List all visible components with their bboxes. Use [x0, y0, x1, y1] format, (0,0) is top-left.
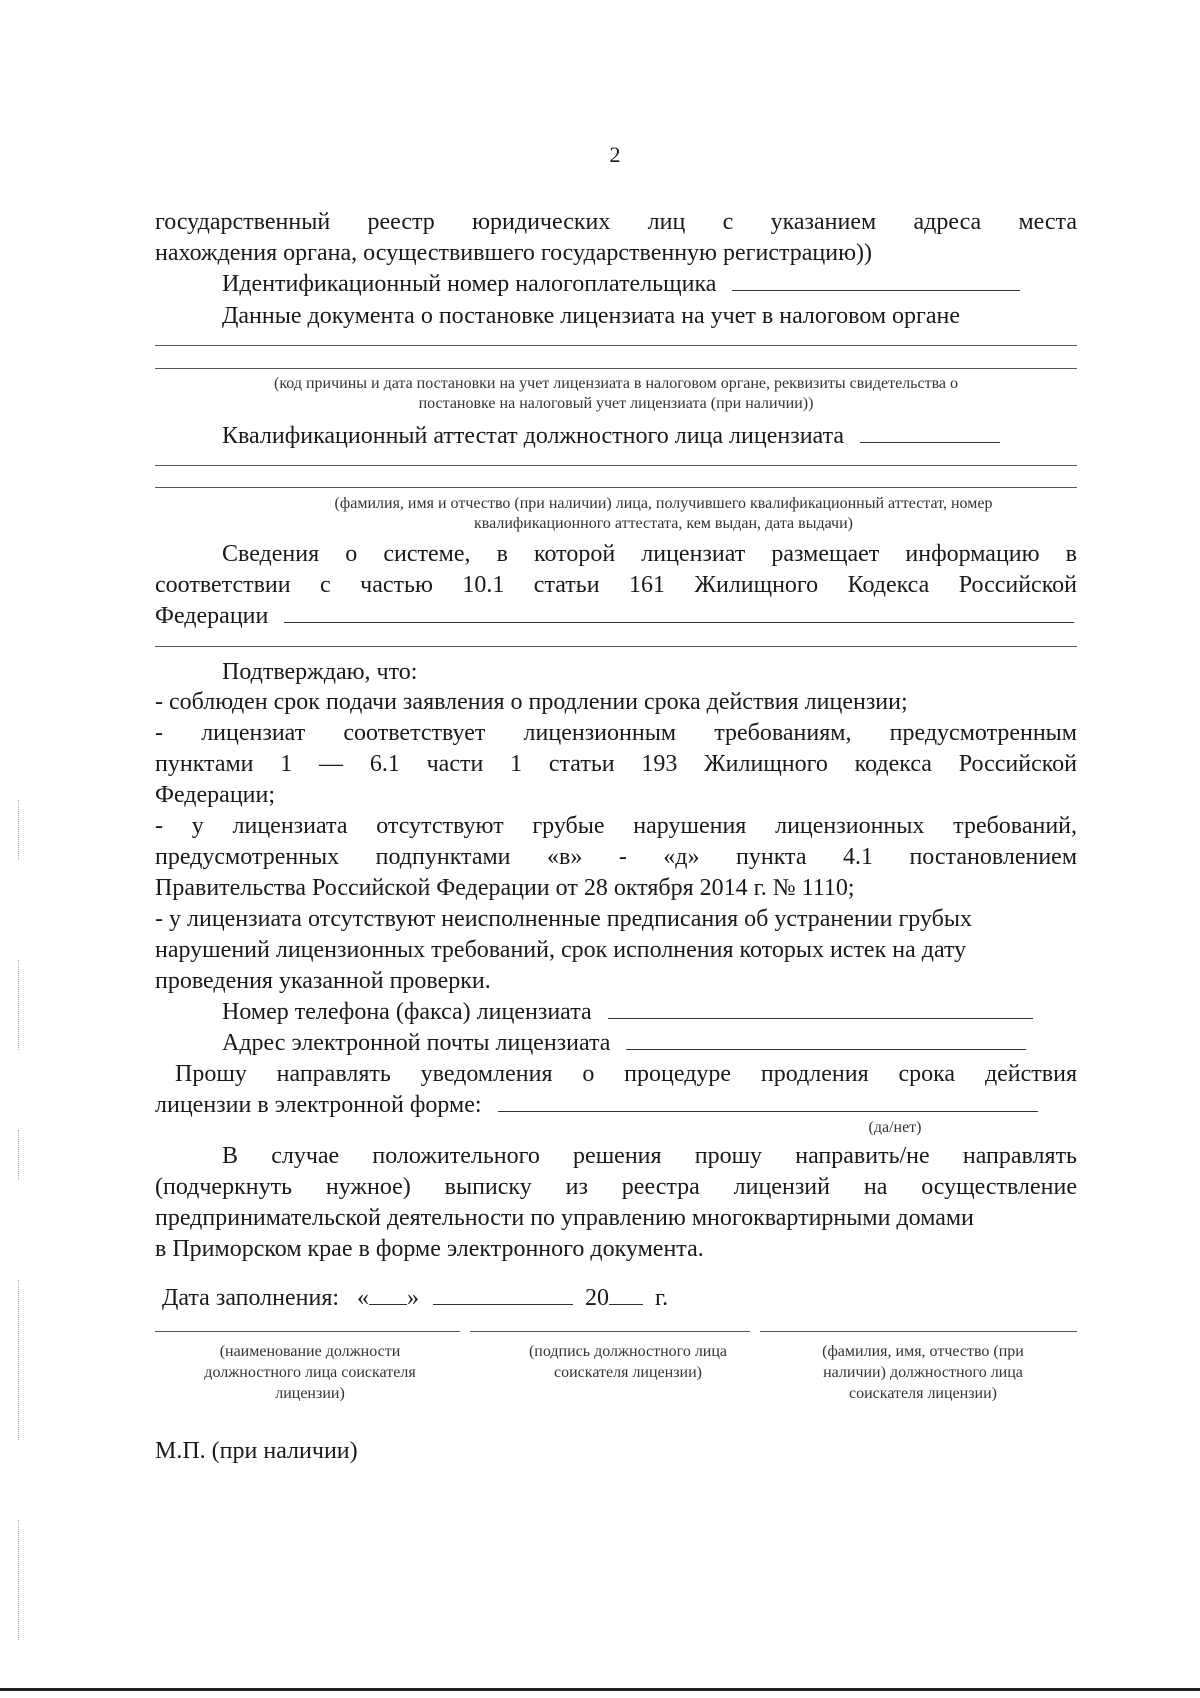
scan-edge-mark	[18, 1130, 21, 1180]
qual-row	[222, 420, 1077, 452]
system-line: Сведения о системе, в которой лицензиат размещает информацию в	[222, 541, 1077, 567]
position-caption: (наименование должности должностного лица соискателя лицензии)	[204, 1343, 416, 1402]
fullname-signature-line[interactable]	[760, 1331, 1077, 1332]
confirm-item: - лицензиат соответствует лицензионным требованиям, предусмотренным	[155, 720, 1077, 746]
qual-field-line-2[interactable]	[155, 487, 1077, 488]
decision-line: в Приморском крае в форме электронного документа.	[155, 1236, 704, 1262]
scan-edge-mark	[18, 800, 21, 860]
phone-row	[222, 996, 1077, 1028]
scan-bottom-edge	[0, 1688, 1200, 1691]
signature-line[interactable]	[470, 1331, 750, 1332]
confirm-item: предусмотренных подпунктами «в» - «д» пункта 4.1 постановлением	[155, 844, 1077, 870]
confirm-item: - у лицензиата отсутствуют грубые нарушения лицензионных требований,	[155, 813, 1077, 839]
phone-label: Номер телефона (факса) лицензиата	[222, 999, 592, 1025]
page-number: 2	[609, 142, 621, 167]
email-label: Адрес электронной почты лицензиата	[222, 1030, 611, 1056]
position-signature-line[interactable]	[155, 1331, 460, 1332]
notify-line: Прошу направлять уведомления о процедуре продления срока действия	[175, 1061, 1077, 1087]
scan-edge-mark	[18, 1280, 21, 1440]
decision-line: предпринимательской деятельности по управлению многоквартирными домами	[155, 1205, 974, 1231]
date-year-field[interactable]	[609, 1282, 643, 1305]
decision-line: (подчеркнуть нужное) выписку из реестра лицензий на осуществление	[155, 1174, 1077, 1200]
date-row: Дата заполнения: « » 20 г.	[162, 1282, 1084, 1314]
notify-row: лицензии в электронной форме:	[155, 1089, 1077, 1121]
date-day-field[interactable]	[369, 1282, 407, 1305]
qual-label: Квалификационный аттестат должностного лица лицензиата	[222, 423, 844, 449]
tax-doc-label: Данные документа о постановке лицензиата на учет в налоговом органе	[222, 303, 961, 329]
email-row	[222, 1027, 1077, 1059]
fullname-caption: (фамилия, имя, отчество (при наличии) должностного лица соискателя лицензии)	[822, 1343, 1024, 1402]
qual-caption: (фамилия, имя и отчество (при наличии) лица, получившего квалификационный аттестат, номер квалификационного аттестата, кем выдан, дата выдачи)	[334, 495, 993, 532]
decision-line: В случае положительного решения прошу направить/не направлять	[222, 1143, 1077, 1169]
confirm-title: Подтверждаю, что:	[222, 659, 418, 685]
inn-row	[222, 268, 1077, 300]
system-field[interactable]	[284, 600, 1074, 623]
confirm-item: пунктами 1 — 6.1 части 1 статьи 193 Жилищного кодекса Российской	[155, 751, 1077, 777]
tax-doc-field-line-2[interactable]	[155, 368, 1077, 369]
email-field[interactable]	[626, 1027, 1026, 1050]
tax-doc-caption: (код причины и дата постановки на учет лицензиата в налоговом органе, реквизиты свидетельства о постановке на налоговый учет лицензиата (при наличии))	[273, 375, 959, 412]
date-month-field[interactable]	[433, 1282, 573, 1305]
signature-caption: (подпись должностного лица соискателя лицензии)	[528, 1343, 728, 1381]
inn-label: Идентификационный номер налогоплательщика	[222, 271, 717, 297]
paragraph-line: государственный реестр юридических лиц с указанием адреса места	[155, 209, 1077, 235]
scan-edge-mark	[18, 1520, 21, 1640]
qual-field[interactable]	[860, 420, 1000, 443]
phone-field[interactable]	[608, 996, 1033, 1019]
confirm-item: проведения указанной проверки.	[155, 968, 491, 994]
notify-field[interactable]	[498, 1089, 1038, 1112]
system-line: соответствии с частью 10.1 статьи 161 Жилищного Кодекса Российской	[155, 572, 1077, 598]
system-row: Федерации	[155, 600, 1077, 632]
notify-caption: (да/нет)	[868, 1119, 922, 1136]
confirm-item: нарушений лицензионных требований, срок исполнения которых истек на дату	[155, 937, 967, 963]
system-field-line-2[interactable]	[155, 646, 1077, 647]
date-label: Дата заполнения:	[162, 1285, 340, 1311]
qual-field-line-1[interactable]	[155, 465, 1077, 466]
confirm-item: - соблюден срок подачи заявления о продлении срока действия лицензии;	[155, 689, 908, 715]
confirm-item: Федерации;	[155, 782, 276, 808]
confirm-item: - у лицензиата отсутствуют неисполненные предписания об устранении грубых	[155, 906, 973, 932]
tax-doc-field-line-1[interactable]	[155, 345, 1077, 346]
inn-field[interactable]	[732, 268, 1020, 291]
scan-edge-mark	[18, 960, 21, 1050]
confirm-item: Правительства Российской Федерации от 28 октября 2014 г. № 1110;	[155, 875, 855, 901]
stamp-label: М.П. (при наличии)	[155, 1438, 358, 1464]
paragraph-line: нахождения органа, осуществившего государственную регистрацию))	[155, 240, 872, 266]
